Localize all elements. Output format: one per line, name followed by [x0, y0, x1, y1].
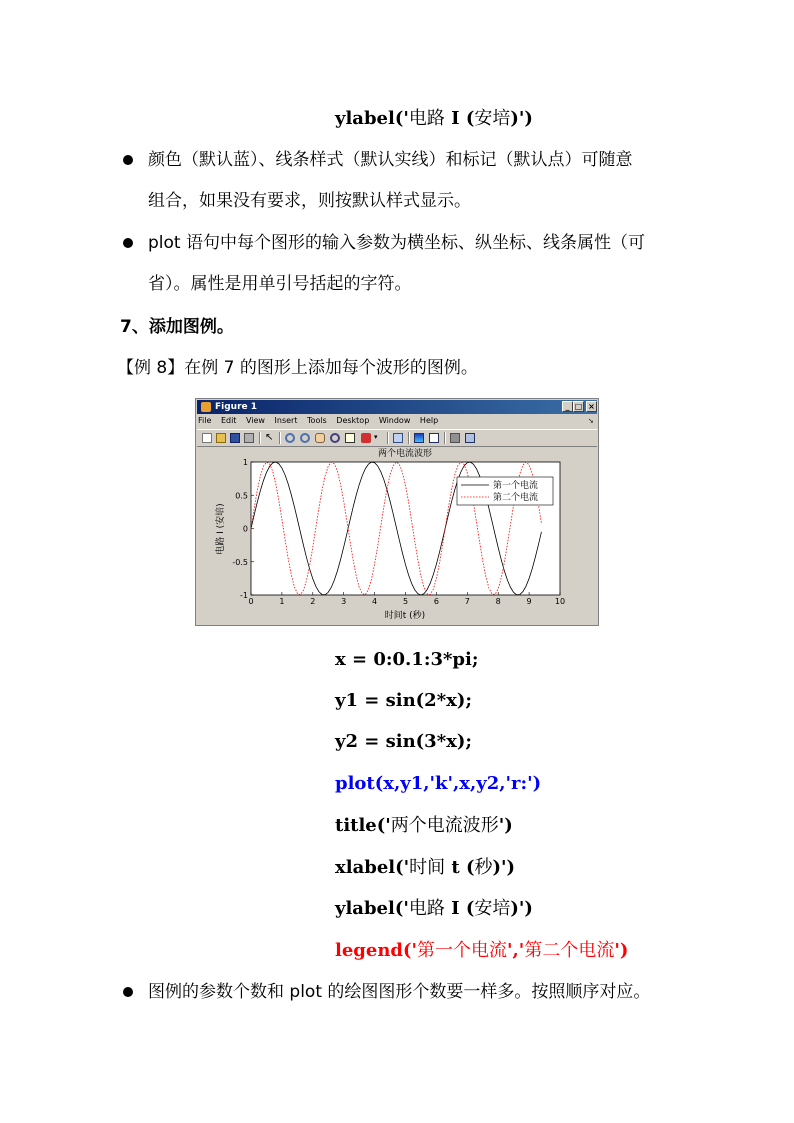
hide-tools-icon[interactable]: [450, 433, 460, 443]
figure-title: Figure 1: [215, 402, 258, 412]
final-bullet-text: 图例的参数个数和 plot 的绘图图形个数要一样多。按照顺序对应。: [148, 982, 651, 1002]
dock-arrow-icon[interactable]: ➘: [588, 417, 594, 425]
toolbar-separator: [444, 432, 446, 444]
bullet-dot: [123, 155, 133, 165]
x-tick-label: 0: [248, 597, 254, 606]
toolbar-separator: [408, 432, 410, 444]
legend-label-2: 第二个电流: [493, 493, 539, 503]
code-seg: y2 = sin(3*x);: [335, 731, 473, 752]
new-file-icon[interactable]: [202, 433, 212, 443]
code-seg-cjk: 安培: [474, 108, 511, 129]
open-file-icon[interactable]: [216, 433, 226, 443]
top-code-ylabel: [335, 108, 533, 130]
y-tick-label: 0.5: [235, 491, 248, 501]
code-seg: plot(x,y1,'k',x,y2,'r:'): [335, 773, 542, 794]
matlab-logo-icon: [201, 402, 211, 412]
menu-edit[interactable]: Edit: [220, 416, 237, 425]
data-cursor-icon[interactable]: [345, 433, 355, 443]
code-seg: )'): [492, 857, 516, 878]
code-line: [335, 815, 513, 837]
bullet-2-line-1: plot 语句中每个图形的输入参数为横坐标、纵坐标、线条属性（可: [148, 233, 645, 253]
figure-titlebar: [197, 400, 597, 414]
rotate-icon[interactable]: [330, 433, 340, 443]
chart-title: 两个电流波形: [377, 449, 433, 459]
legend-label-1: 第一个电流: [493, 481, 539, 491]
code-seg: ',': [507, 940, 525, 961]
menu-file[interactable]: File: [198, 416, 212, 425]
show-tools-icon[interactable]: [465, 433, 475, 443]
y-tick-label: -1: [240, 591, 248, 600]
code-seg: '): [614, 940, 629, 961]
x-tick-label: 5: [402, 597, 409, 606]
y-tick-label: 0: [242, 524, 248, 534]
code-seg: legend(': [335, 940, 418, 961]
legend-icon[interactable]: [429, 433, 439, 443]
code-line: [335, 857, 515, 879]
pan-icon[interactable]: [315, 433, 325, 443]
maximize-button[interactable]: □: [574, 402, 583, 411]
legend[interactable]: [457, 477, 553, 505]
bullet-1-line-2: 组合，如果没有要求，则按默认样式显示。: [148, 191, 471, 211]
x-tick-label: 2: [310, 597, 316, 606]
code-seg-cjk: 两个电流波形: [390, 815, 499, 836]
code-seg: )'): [510, 898, 533, 919]
code-seg: x = 0:0.1:3*pi;: [335, 649, 479, 670]
toolbar-separator: [279, 432, 281, 444]
code-seg-cjk: 第二个电流: [524, 940, 615, 961]
toolbar-separator: [387, 432, 389, 444]
code-seg: ylabel(': [335, 108, 409, 129]
code-seg-cjk: 电路: [408, 898, 445, 919]
link-icon[interactable]: [393, 433, 403, 443]
figure-window: [195, 398, 599, 626]
menu-window[interactable]: Window: [378, 416, 411, 425]
x-tick-label: 4: [372, 597, 378, 606]
code-seg-cjk: 时间: [409, 857, 446, 878]
code-seg-cjk: 第一个电流: [417, 940, 508, 961]
code-seg: ylabel(': [335, 898, 409, 919]
code-seg: xlabel(': [335, 857, 410, 878]
bullet-dot: [123, 238, 133, 248]
x-axis-label: 时间t (秒): [384, 611, 426, 621]
brush-icon[interactable]: [361, 433, 371, 443]
minimize-button[interactable]: _: [562, 401, 573, 412]
y-axis-label: 电路 I (安培): [216, 503, 226, 555]
menu-help[interactable]: Help: [419, 416, 439, 425]
code-seg: t (: [445, 857, 475, 878]
code-seg: I (: [444, 898, 475, 919]
code-seg: )'): [510, 108, 533, 129]
bullet-dot: [123, 987, 133, 997]
code-seg-cjk: 电路: [408, 108, 445, 129]
close-button[interactable]: ×: [586, 401, 597, 412]
brush-dropdown-icon[interactable]: ▾: [374, 433, 378, 441]
code-line: [335, 649, 478, 671]
example-caption: 【例 8】在例 7 的图形上添加每个波形的图例。: [117, 358, 478, 378]
x-tick-label: 8: [495, 597, 501, 606]
code-line: [335, 940, 628, 962]
menu-insert[interactable]: Insert: [274, 416, 298, 425]
x-tick-label: 6: [433, 597, 439, 606]
code-line: [335, 898, 533, 920]
menu-view[interactable]: View: [245, 416, 265, 425]
print-icon[interactable]: [244, 433, 254, 443]
y-tick-label: 1: [242, 458, 248, 467]
save-icon[interactable]: [230, 433, 240, 443]
code-line: [335, 690, 472, 712]
code-seg-cjk: 安培: [474, 898, 511, 919]
x-tick-label: 10: [554, 597, 566, 606]
menu-tools[interactable]: Tools: [307, 416, 327, 425]
pointer-icon[interactable]: ↖: [265, 432, 274, 443]
zoom-out-icon[interactable]: [300, 433, 310, 443]
colorbar-icon[interactable]: [414, 433, 424, 443]
code-seg: y1 = sin(2*x);: [335, 690, 473, 711]
figure-toolbar: [197, 429, 597, 447]
x-tick-label: 3: [341, 597, 347, 606]
section-heading: 7、添加图例。: [120, 317, 234, 337]
code-seg: title(': [335, 815, 391, 836]
y-tick-label: -0.5: [232, 557, 248, 567]
bullet-2-line-2: 省）。属性是用单引号括起的字符。: [148, 274, 412, 294]
x-tick-label: 1: [279, 597, 285, 606]
x-tick-label: 9: [526, 597, 532, 606]
x-tick-label: 7: [464, 597, 470, 606]
zoom-in-icon[interactable]: [285, 433, 295, 443]
code-line: [335, 773, 541, 795]
figure-menubar: [198, 415, 594, 427]
menu-desktop[interactable]: Desktop: [336, 416, 370, 425]
code-seg: I (: [444, 108, 475, 129]
bullet-1-line-1: 颜色（默认蓝）、线条样式（默认实线）和标记（默认点）可随意: [148, 150, 633, 170]
code-seg: '): [498, 815, 513, 836]
toolbar-separator: [259, 432, 261, 444]
plot-figure: [197, 446, 599, 624]
code-line: [335, 731, 472, 753]
code-seg-cjk: 秒: [474, 857, 493, 878]
